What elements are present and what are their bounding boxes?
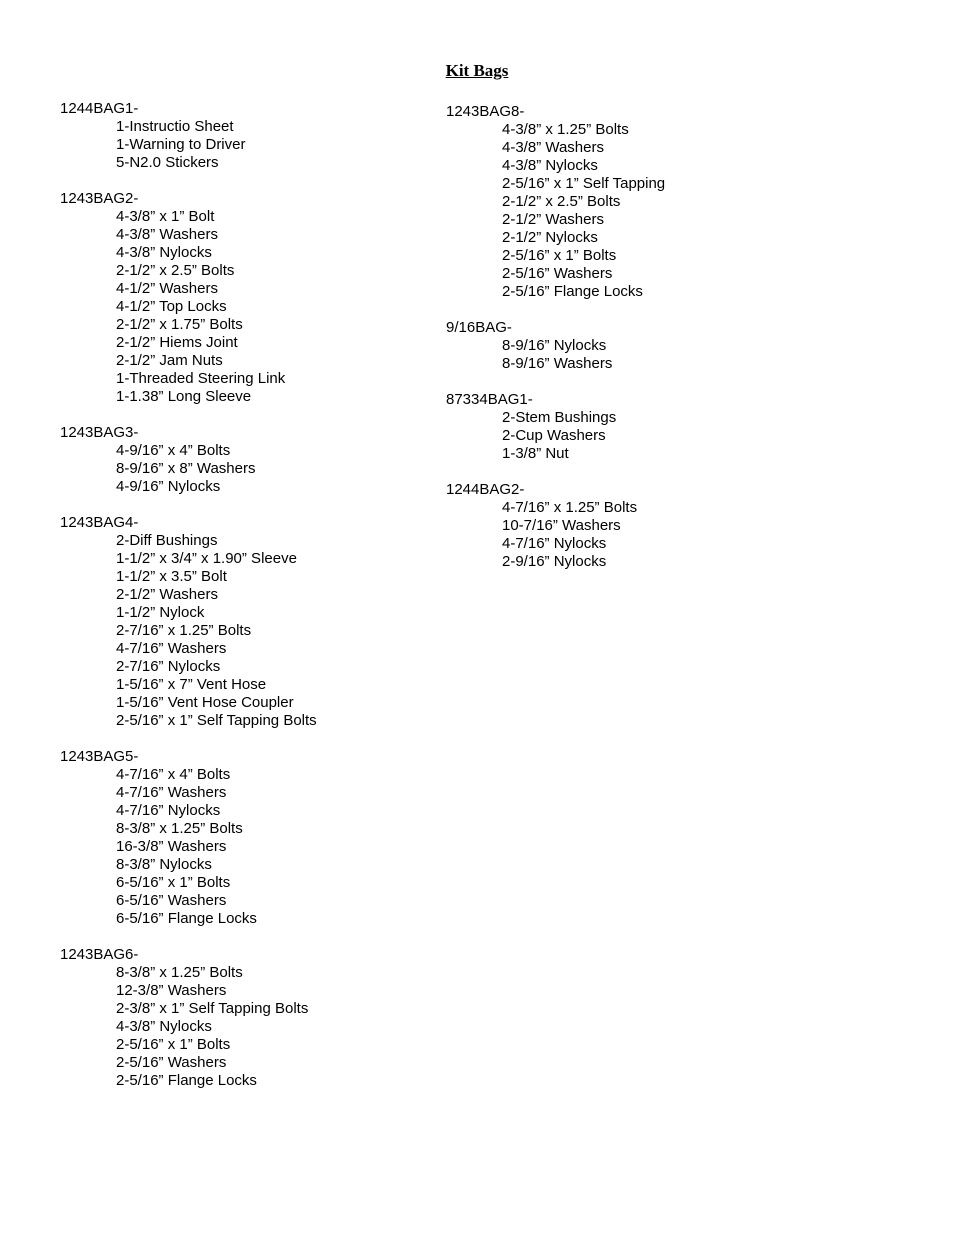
kit-bag-name: 9/16BAG- (446, 319, 512, 336)
kit-bag-item: 4-7/16” Washers (116, 784, 227, 801)
kit-bag-name: 87334BAG1- (446, 391, 533, 408)
kit-bag-item: 4-3/8” Washers (502, 139, 604, 156)
kit-bag-name: 1243BAG4- (60, 514, 139, 531)
kit-bag-item: 2-Stem Bushings (502, 409, 617, 426)
kit-bag-section (60, 748, 440, 928)
kit-bag-item: 2-7/16” x 1.25” Bolts (116, 622, 252, 639)
kit-bag-item-list (446, 499, 886, 571)
kit-bag-item: 1-1/2” Nylock (116, 604, 205, 621)
kit-bag-item: 2-1/2” Nylocks (502, 229, 598, 246)
kit-bag-item: 2-3/8” x 1” Self Tapping Bolts (116, 1000, 309, 1017)
kit-bag-item: 2-5/16” x 1” Bolts (116, 1036, 231, 1053)
kit-bag-name: 1243BAG2- (60, 190, 139, 207)
kit-bag-item: 2-1/2” x 2.5” Bolts (502, 193, 621, 210)
kit-bag-item: 1-Threaded Steering Link (116, 370, 286, 387)
kit-bag-item: 16-3/8” Washers (116, 838, 227, 855)
left-column (60, 100, 440, 1108)
kit-bag-item: 1-5/16” x 7” Vent Hose (116, 676, 267, 693)
page-title-text: Kit Bags (445, 61, 509, 80)
kit-bag-item: 2-5/16” Flange Locks (116, 1072, 257, 1089)
kit-bag-name: 1244BAG2- (446, 481, 525, 498)
kit-bag-item: 4-9/16” x 4” Bolts (116, 442, 231, 459)
kit-bag-item: 6-5/16” x 1” Bolts (116, 874, 231, 891)
kit-bag-name: 1243BAG6- (60, 946, 139, 963)
kit-bag-item: 2-1/2” Washers (502, 211, 604, 228)
kit-bag-item: 2-Cup Washers (502, 427, 606, 444)
kit-bag-section (446, 391, 886, 463)
kit-bag-section (446, 481, 886, 571)
kit-bag-item: 8-9/16” Nylocks (502, 337, 607, 354)
kit-bag-item: 2-1/2” Jam Nuts (116, 352, 223, 369)
kit-bag-item: 4-7/16” Nylocks (116, 802, 221, 819)
kit-bag-item: 4-7/16” Washers (116, 640, 227, 657)
page-title (0, 60, 954, 82)
kit-bag-item: 2-1/2” Hiems Joint (116, 334, 238, 351)
kit-bag-item: 4-1/2” Top Locks (116, 298, 227, 315)
kit-bag-section (60, 190, 440, 406)
kit-bag-item: 1-5/16” Vent Hose Coupler (116, 694, 294, 711)
kit-bag-item-list (446, 121, 886, 301)
kit-bag-item: 6-5/16” Washers (116, 892, 227, 909)
kit-bag-name: 1243BAG8- (446, 103, 525, 120)
kit-bag-item: 1-1/2” x 3.5” Bolt (116, 568, 227, 585)
kit-bag-item: 4-1/2” Washers (116, 280, 218, 297)
kit-bag-name: 1243BAG5- (60, 748, 139, 765)
kit-bag-section (60, 424, 440, 496)
kit-bag-item-list (60, 766, 440, 928)
kit-bag-section (60, 946, 440, 1090)
kit-bag-item: 6-5/16” Flange Locks (116, 910, 257, 927)
kit-bag-name: 1244BAG1- (60, 100, 139, 117)
kit-bag-item: 2-Diff Bushings (116, 532, 218, 549)
kit-bag-item: 8-3/8” Nylocks (116, 856, 212, 873)
kit-bag-item: 1-Instructio Sheet (116, 118, 234, 135)
right-column (446, 103, 886, 589)
kit-bag-item: 4-7/16” x 4” Bolts (116, 766, 231, 783)
kit-bag-item: 4-9/16” Nylocks (116, 478, 221, 495)
kit-bag-item: 2-5/16” Flange Locks (502, 283, 643, 300)
kit-bag-section (446, 319, 886, 373)
kit-bag-item-list (60, 442, 440, 496)
kit-bag-item-list (446, 409, 886, 463)
kit-bag-section (60, 514, 440, 730)
kit-bag-item: 1-1.38” Long Sleeve (116, 388, 252, 405)
kit-bag-item: 4-3/8” Nylocks (116, 244, 212, 261)
kit-bag-item: 2-1/2” x 1.75” Bolts (116, 316, 243, 333)
kit-bag-item: 12-3/8” Washers (116, 982, 227, 999)
kit-bag-item: 10-7/16” Washers (502, 517, 621, 534)
kit-bag-item: 2-9/16” Nylocks (502, 553, 607, 570)
kit-bag-item: 2-7/16” Nylocks (116, 658, 221, 675)
kit-bag-item: 8-3/8” x 1.25” Bolts (116, 820, 243, 837)
kit-bag-item: 1-Warning to Driver (116, 136, 246, 153)
kit-bag-item: 1-1/2” x 3/4” x 1.90” Sleeve (116, 550, 297, 567)
kit-bag-section (446, 103, 886, 301)
kit-bag-item: 4-7/16” Nylocks (502, 535, 607, 552)
kit-bag-section (60, 100, 440, 172)
kit-bag-item: 4-3/8” x 1” Bolt (116, 208, 215, 225)
kit-bag-item: 4-3/8” Nylocks (502, 157, 598, 174)
kit-bag-name: 1243BAG3- (60, 424, 139, 441)
kit-bag-item: 2-5/16” Washers (116, 1054, 227, 1071)
kit-bag-item: 5-N2.0 Stickers (116, 154, 219, 171)
kit-bag-item: 4-7/16” x 1.25” Bolts (502, 499, 638, 516)
kit-bag-item: 2-5/16” x 1” Self Tapping (502, 175, 666, 192)
kit-bag-item: 4-3/8” Washers (116, 226, 218, 243)
kit-bag-item: 8-9/16” Washers (502, 355, 613, 372)
kit-bag-item-list (446, 337, 886, 373)
kit-bag-item-list (60, 964, 440, 1090)
kit-bag-item: 2-1/2” Washers (116, 586, 218, 603)
kit-bag-item: 2-1/2” x 2.5” Bolts (116, 262, 235, 279)
kit-bag-item: 8-9/16” x 8” Washers (116, 460, 256, 477)
kit-bag-item: 8-3/8” x 1.25” Bolts (116, 964, 243, 981)
kit-bag-item-list (60, 208, 440, 406)
kit-bag-item: 4-3/8” Nylocks (116, 1018, 212, 1035)
kit-bag-item: 2-5/16” x 1” Bolts (502, 247, 617, 264)
kit-bag-item-list (60, 118, 440, 172)
kit-bag-item-list (60, 532, 440, 730)
kit-bag-item: 4-3/8” x 1.25” Bolts (502, 121, 629, 138)
kit-bag-item: 2-5/16” Washers (502, 265, 613, 282)
kit-bag-item: 2-5/16” x 1” Self Tapping Bolts (116, 712, 317, 729)
kit-bag-item: 1-3/8” Nut (502, 445, 569, 462)
